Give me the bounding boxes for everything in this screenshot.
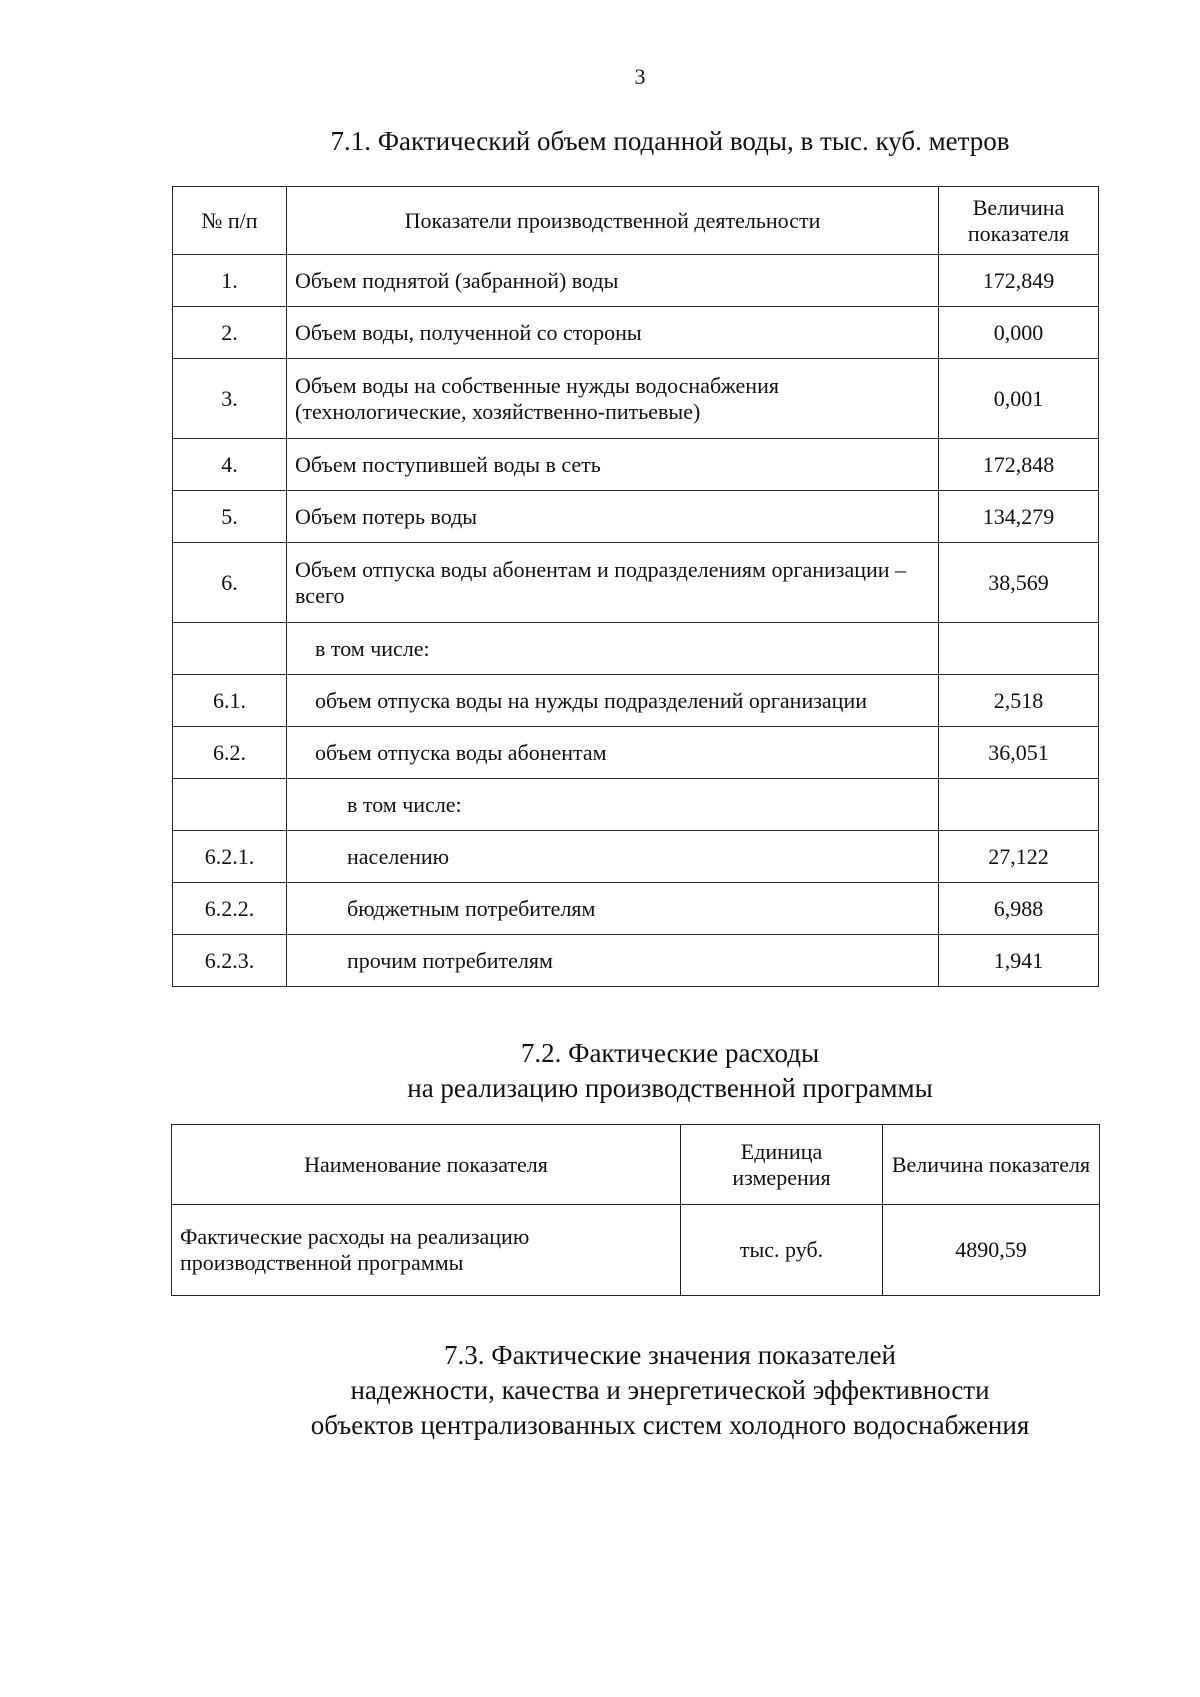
table-row bbox=[173, 543, 1099, 623]
expenses-value: 4890,59 bbox=[883, 1205, 1100, 1296]
header-value: Величина показателя bbox=[939, 187, 1099, 255]
section-7-2-title-line2: на реализацию производственной программы bbox=[407, 1073, 933, 1103]
row-number: 3. bbox=[173, 359, 287, 439]
row-label: Объем поступившей воды в сеть bbox=[287, 439, 939, 491]
section-7-3-title-line2: надежности, качества и энергетической эффективности bbox=[350, 1375, 990, 1405]
header-value: Величина показателя bbox=[883, 1125, 1100, 1205]
row-number: 2. bbox=[173, 307, 287, 359]
row-label: Объем воды на собственные нужды водоснабжения (технологические, хозяйственно-питьевые) bbox=[287, 359, 939, 439]
row-label: объем отпуска воды абонентам bbox=[287, 727, 939, 779]
table-row bbox=[172, 1205, 1100, 1296]
table-row bbox=[173, 439, 1099, 491]
row-value bbox=[939, 623, 1099, 675]
table-header-row bbox=[173, 187, 1099, 255]
section-7-2-title-line1: 7.2. Фактические расходы bbox=[520, 1038, 820, 1068]
row-value: 27,122 bbox=[939, 831, 1099, 883]
section-7-3-title-line1: 7.3. Фактические значения показателей bbox=[443, 1340, 897, 1370]
row-label: Объем отпуска воды абонентам и подразделениям организации – всего bbox=[287, 543, 939, 623]
row-number: 6.2.2. bbox=[173, 883, 287, 935]
row-value: 1,941 bbox=[939, 935, 1099, 987]
row-number: 6. bbox=[173, 543, 287, 623]
section-7-3-title bbox=[170, 1338, 1170, 1443]
expenses-unit: тыс. руб. bbox=[681, 1205, 883, 1296]
row-value: 36,051 bbox=[939, 727, 1099, 779]
row-number bbox=[173, 623, 287, 675]
row-label: бюджетным потребителям bbox=[287, 883, 939, 935]
water-volume-table bbox=[172, 186, 1099, 987]
row-label: Объем воды, полученной со стороны bbox=[287, 307, 939, 359]
table-row bbox=[173, 831, 1099, 883]
section-7-3-title-line3: объектов централизованных систем холодного водоснабжения bbox=[310, 1410, 1030, 1440]
row-value bbox=[939, 779, 1099, 831]
row-number: 6.2.3. bbox=[173, 935, 287, 987]
section-7-1-title: 7.1. Фактический объем поданной воды, в тыс. куб. метров bbox=[330, 126, 1010, 156]
row-value: 172,848 bbox=[939, 439, 1099, 491]
row-number: 4. bbox=[173, 439, 287, 491]
table-row bbox=[173, 359, 1099, 439]
table-row bbox=[173, 623, 1099, 675]
header-indicator-name: Наименование показателя bbox=[172, 1125, 681, 1205]
header-number: № п/п bbox=[173, 187, 287, 255]
row-value: 2,518 bbox=[939, 675, 1099, 727]
row-value: 134,279 bbox=[939, 491, 1099, 543]
row-value: 38,569 bbox=[939, 543, 1099, 623]
row-number: 6.2.1. bbox=[173, 831, 287, 883]
expenses-label: Фактические расходы на реализацию производственной программы bbox=[172, 1205, 681, 1296]
row-number: 1. bbox=[173, 255, 287, 307]
table-row bbox=[173, 307, 1099, 359]
header-unit: Единица измерения bbox=[681, 1125, 883, 1205]
row-label: объем отпуска воды на нужды подразделений организации bbox=[287, 675, 939, 727]
row-value: 6,988 bbox=[939, 883, 1099, 935]
table-row bbox=[173, 883, 1099, 935]
row-value: 0,000 bbox=[939, 307, 1099, 359]
row-value: 0,001 bbox=[939, 359, 1099, 439]
row-label: Объем поднятой (забранной) воды bbox=[287, 255, 939, 307]
table-row bbox=[173, 779, 1099, 831]
row-label: населению bbox=[287, 831, 939, 883]
page-number: 3 bbox=[634, 64, 646, 89]
row-label: прочим потребителям bbox=[287, 935, 939, 987]
row-label: в том числе: bbox=[287, 779, 939, 831]
section-7-2-title bbox=[170, 1036, 1170, 1106]
table-row bbox=[173, 491, 1099, 543]
row-label: Объем потерь воды bbox=[287, 491, 939, 543]
row-number: 6.2. bbox=[173, 727, 287, 779]
water-volume-table-body bbox=[173, 255, 1099, 987]
expenses-table bbox=[171, 1124, 1100, 1296]
header-indicator: Показатели производственной деятельности bbox=[287, 187, 939, 255]
row-label: в том числе: bbox=[287, 623, 939, 675]
row-number bbox=[173, 779, 287, 831]
row-number: 5. bbox=[173, 491, 287, 543]
table-header-row bbox=[172, 1125, 1100, 1205]
row-number: 6.1. bbox=[173, 675, 287, 727]
table-row bbox=[173, 255, 1099, 307]
row-value: 172,849 bbox=[939, 255, 1099, 307]
table-row bbox=[173, 727, 1099, 779]
table-row bbox=[173, 675, 1099, 727]
table-row bbox=[173, 935, 1099, 987]
